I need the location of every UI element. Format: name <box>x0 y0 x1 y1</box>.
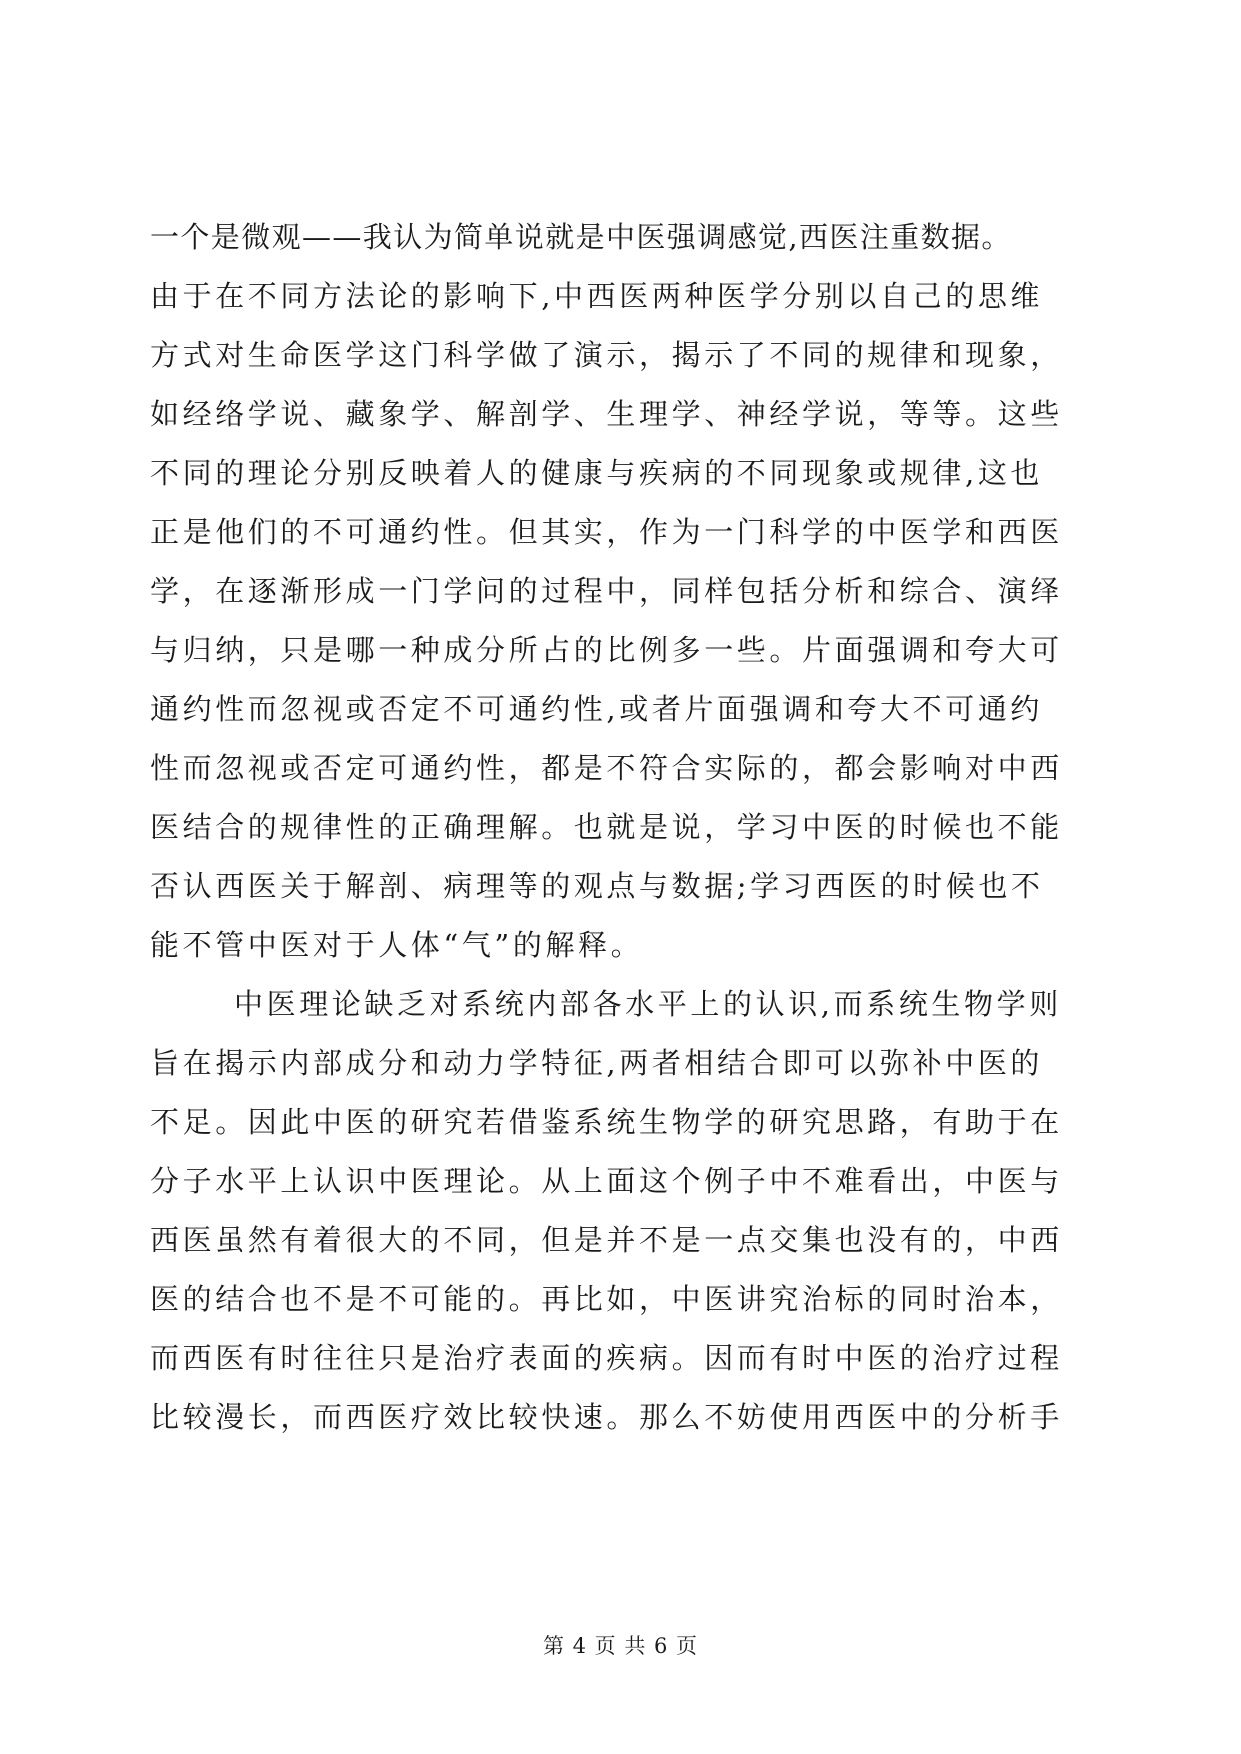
text-line: 能不管中医对于人体“气”的解释。 <box>150 928 644 962</box>
text-line: 一个是微观——我认为简单说就是中医强调感觉,西医注重数据。 <box>150 220 1012 254</box>
text-line: 旨在揭示内部成分和动力学特征,两者相结合即可以弥补中医的 <box>150 1046 1044 1080</box>
text-line: 医的结合也不是不可能的。再比如，中医讲究治标的同时治本， <box>150 1282 1063 1316</box>
text-line: 学，在逐渐形成一门学问的过程中，同样包括分析和综合、演绎 <box>150 574 1063 608</box>
text-line: 而西医有时往往只是治疗表面的疾病。因而有时中医的治疗过程 <box>150 1341 1063 1375</box>
paragraph-first-line: 中医理论缺乏对系统内部各水平上的认识,而系统生物学则 <box>234 987 1062 1021</box>
text-line: 不同的理论分别反映着人的健康与疾病的不同现象或规律,这也 <box>150 456 1044 490</box>
text-line: 医结合的规律性的正确理解。也就是说，学习中医的时候也不能 <box>150 810 1063 844</box>
text-line: 西医虽然有着很大的不同，但是并不是一点交集也没有的，中西 <box>150 1223 1063 1257</box>
text-line: 与归纳，只是哪一种成分所占的比例多一些。片面强调和夸大可 <box>150 633 1063 667</box>
text-line: 分子水平上认识中医理论。从上面这个例子中不难看出，中医与 <box>150 1164 1063 1198</box>
body-text <box>150 208 1115 1447</box>
text-line: 性而忽视或否定可通约性，都是不符合实际的，都会影响对中西 <box>150 751 1063 785</box>
text-line: 正是他们的不可通约性。但其实，作为一门科学的中医学和西医 <box>150 515 1063 549</box>
text-line: 通约性而忽视或否定不可通约性,或者片面强调和夸大不可通约 <box>150 692 1044 726</box>
text-line: 如经络学说、藏象学、解剖学、生理学、神经学说，等等。这些 <box>150 397 1063 431</box>
text-line: 方式对生命医学这门科学做了演示，揭示了不同的规律和现象， <box>150 338 1063 372</box>
text-line: 比较漫长，而西医疗效比较快速。那么不妨使用西医中的分析手 <box>150 1400 1063 1434</box>
text-line: 不足。因此中医的研究若借鉴系统生物学的研究思路，有助于在 <box>150 1105 1063 1139</box>
text-line: 否认西医关于解剖、病理等的观点与数据;学习西医的时候也不 <box>150 869 1044 903</box>
text-line: 由于在不同方法论的影响下,中西医两种医学分别以自己的思维 <box>150 279 1044 313</box>
page-number-footer: 第 4 页 共 6 页 <box>542 1634 699 1658</box>
